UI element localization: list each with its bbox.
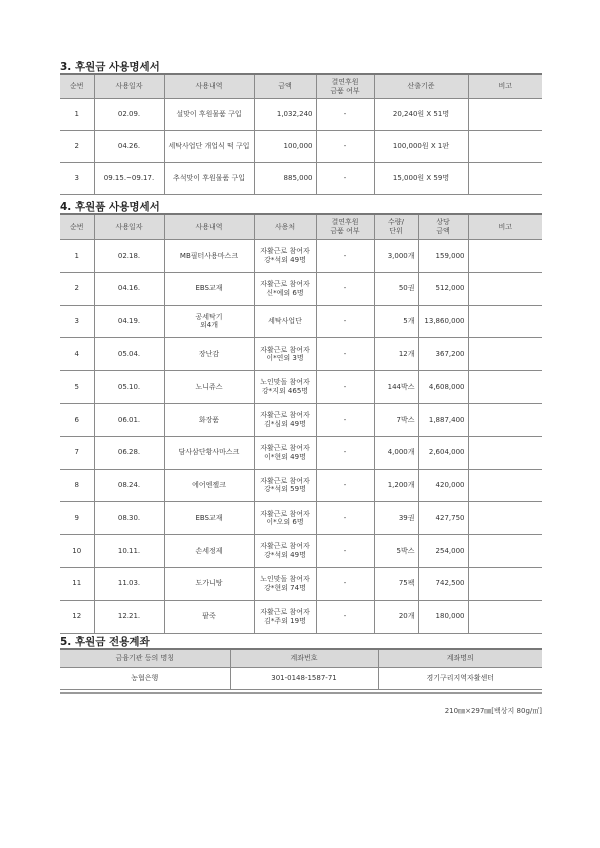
usage-description: 담사삼단황사마스크	[164, 436, 254, 469]
col-header: 사용처	[254, 215, 316, 240]
equivalent-value: 367,200	[418, 338, 468, 371]
usage-description: MB필터사용마스크	[164, 240, 254, 273]
table-row	[60, 272, 542, 305]
col-header: 계좌번호	[230, 650, 378, 668]
usage-date: 10.11.	[94, 535, 164, 568]
section-5-rule	[60, 648, 542, 650]
remarks	[468, 600, 542, 633]
table-row	[60, 535, 542, 568]
usage-date: 02.09.	[94, 99, 164, 131]
calculation-basis: 15,000원 X 59명	[374, 163, 468, 195]
usage-place: 세탁사업단	[254, 305, 316, 338]
col-header: 사용내역	[164, 75, 254, 99]
account-number: 301-0148-1587-71	[230, 668, 378, 690]
equivalent-value: 13,860,000	[418, 305, 468, 338]
usage-description: 추석맞이 후원물품 구입	[164, 163, 254, 195]
row-number: 2	[60, 272, 94, 305]
table-row	[60, 600, 542, 633]
table-row	[60, 469, 542, 502]
sponsorship-flag: -	[316, 163, 374, 195]
quantity-unit: 1,200개	[374, 469, 418, 502]
row-number: 5	[60, 371, 94, 404]
col-header: 수량/ 단위	[374, 215, 418, 240]
usage-description: 장난감	[164, 338, 254, 371]
quantity-unit: 3,000개	[374, 240, 418, 273]
usage-date: 05.10.	[94, 371, 164, 404]
table-row	[60, 305, 542, 338]
col-header: 비고	[468, 215, 542, 240]
usage-place: 자활근로 참여자 신*예외 6명	[254, 272, 316, 305]
usage-date: 04.16.	[94, 272, 164, 305]
calculation-basis: 100,000원 X 1판	[374, 131, 468, 163]
remarks	[468, 163, 542, 195]
table-row	[60, 502, 542, 535]
sponsorship-flag: -	[316, 99, 374, 131]
row-number: 1	[60, 99, 94, 131]
usage-place: 자활근로 참여자 김*주외 19명	[254, 600, 316, 633]
usage-place: 노인맞돌 참여자 강*현외 74명	[254, 567, 316, 600]
col-header: 비고	[468, 75, 542, 99]
quantity-unit: 7박스	[374, 403, 418, 436]
row-number: 10	[60, 535, 94, 568]
usage-place: 자활근로 참여자 이*현외 49명	[254, 436, 316, 469]
remarks	[468, 240, 542, 273]
remarks	[468, 535, 542, 568]
remarks	[468, 305, 542, 338]
table-row	[60, 131, 542, 163]
usage-description: 설맞이 후원물품 구입	[164, 99, 254, 131]
section-5-bottom-rule	[60, 692, 542, 694]
dedicated-account-table	[60, 649, 542, 690]
sponsorship-flag: -	[316, 272, 374, 305]
row-number: 9	[60, 502, 94, 535]
sponsorship-flag: -	[316, 436, 374, 469]
sponsorship-flag: -	[316, 131, 374, 163]
usage-place: 자활근로 참여자 강*석외 49명	[254, 535, 316, 568]
usage-place: 자활근로 참여자 이*연외 3명	[254, 338, 316, 371]
sponsorship-flag: -	[316, 567, 374, 600]
sponsorship-flag: -	[316, 240, 374, 273]
equivalent-value: 2,604,000	[418, 436, 468, 469]
usage-description: EBS교재	[164, 272, 254, 305]
table-row	[60, 403, 542, 436]
section-4-rule	[60, 213, 542, 215]
section-3-rule	[60, 73, 542, 75]
col-header: 사용일자	[94, 215, 164, 240]
equivalent-value: 1,887,400	[418, 403, 468, 436]
sponsorship-flag: -	[316, 305, 374, 338]
remarks	[468, 567, 542, 600]
sponsorship-flag: -	[316, 535, 374, 568]
col-header: 순번	[60, 215, 94, 240]
quantity-unit: 39권	[374, 502, 418, 535]
usage-date: 08.24.	[94, 469, 164, 502]
col-header: 사용내역	[164, 215, 254, 240]
usage-date: 11.03.	[94, 567, 164, 600]
remarks	[468, 131, 542, 163]
col-header	[316, 75, 374, 99]
usage-date: 12.21.	[94, 600, 164, 633]
sponsorship-flag: -	[316, 469, 374, 502]
donation-usage-table	[60, 74, 542, 195]
table-row	[60, 567, 542, 600]
sponsorship-flag: -	[316, 371, 374, 404]
table-row	[60, 99, 542, 131]
remarks	[468, 272, 542, 305]
calculation-basis: 20,240원 X 51명	[374, 99, 468, 131]
usage-description: 팥죽	[164, 600, 254, 633]
quantity-unit: 5박스	[374, 535, 418, 568]
col-header: 사용일자	[94, 75, 164, 99]
usage-date: 08.30.	[94, 502, 164, 535]
account-holder: 경기구리지역자활센터	[378, 668, 542, 690]
bank-name: 농협은행	[60, 668, 230, 690]
table-row	[60, 240, 542, 273]
col-header: 결연후원 금품 여부	[316, 215, 374, 240]
col-header: 금액	[254, 75, 316, 99]
equivalent-value: 254,000	[418, 535, 468, 568]
quantity-unit: 5개	[374, 305, 418, 338]
row-number: 8	[60, 469, 94, 502]
usage-amount: 885,000	[254, 163, 316, 195]
table-row	[60, 338, 542, 371]
remarks	[468, 371, 542, 404]
usage-date: 06.01.	[94, 403, 164, 436]
paper-spec-footer: 210㎜×297㎜[백상지 80g/㎡]	[444, 707, 542, 715]
quantity-unit: 20개	[374, 600, 418, 633]
usage-place: 노인맞돌 참여자 강*지외 465명	[254, 371, 316, 404]
sponsorship-flag: -	[316, 600, 374, 633]
usage-date: 09.15.~09.17.	[94, 163, 164, 195]
col-header: 순번	[60, 75, 94, 99]
row-number: 11	[60, 567, 94, 600]
quantity-unit: 144박스	[374, 371, 418, 404]
row-number: 1	[60, 240, 94, 273]
usage-date: 05.04.	[94, 338, 164, 371]
sponsorship-flag: -	[316, 338, 374, 371]
sponsorship-flag: -	[316, 403, 374, 436]
usage-description: 세탁사업단 개업식 떡 구입	[164, 131, 254, 163]
row-number: 12	[60, 600, 94, 633]
usage-description: 에어엔젤크	[164, 469, 254, 502]
remarks	[468, 338, 542, 371]
equivalent-value: 4,608,000	[418, 371, 468, 404]
col-header: 금융기관 등의 명칭	[60, 650, 230, 668]
row-number: 7	[60, 436, 94, 469]
equivalent-value: 512,000	[418, 272, 468, 305]
quantity-unit: 4,000개	[374, 436, 418, 469]
usage-description: 공세탁기 외4개	[164, 305, 254, 338]
row-number: 4	[60, 338, 94, 371]
section-4-title: 4. 후원품 사용명세서	[60, 201, 160, 213]
row-number: 3	[60, 163, 94, 195]
table-row	[60, 163, 542, 195]
equivalent-value: 159,000	[418, 240, 468, 273]
remarks	[468, 436, 542, 469]
table-row	[60, 371, 542, 404]
section-3-title: 3. 후원금 사용명세서	[60, 61, 160, 73]
equivalent-value: 742,500	[418, 567, 468, 600]
equivalent-value: 427,750	[418, 502, 468, 535]
remarks	[468, 469, 542, 502]
usage-amount: 1,032,240	[254, 99, 316, 131]
equivalent-value: 420,000	[418, 469, 468, 502]
usage-date: 04.26.	[94, 131, 164, 163]
sponsorship-flag: -	[316, 502, 374, 535]
col-header: 계좌명의	[378, 650, 542, 668]
quantity-unit: 12개	[374, 338, 418, 371]
remarks	[468, 502, 542, 535]
usage-description: 도가니탕	[164, 567, 254, 600]
quantity-unit: 50권	[374, 272, 418, 305]
usage-description: 화장품	[164, 403, 254, 436]
quantity-unit: 75팩	[374, 567, 418, 600]
usage-description: 노니쥬스	[164, 371, 254, 404]
usage-date: 06.28.	[94, 436, 164, 469]
donated-goods-usage-table	[60, 214, 542, 634]
equivalent-value: 180,000	[418, 600, 468, 633]
col-header-line: 결연후원 금품 여부	[330, 77, 360, 95]
row-number: 3	[60, 305, 94, 338]
usage-place: 자활근로 참여자 김*심외 49명	[254, 403, 316, 436]
table-row	[60, 436, 542, 469]
usage-place: 자활근로 참여자 강*석외 59명	[254, 469, 316, 502]
usage-date: 04.19.	[94, 305, 164, 338]
col-header: 산출기준	[374, 75, 468, 99]
row-number: 2	[60, 131, 94, 163]
remarks	[468, 403, 542, 436]
usage-place: 자활근로 참여자 이*오외 6명	[254, 502, 316, 535]
usage-amount: 100,000	[254, 131, 316, 163]
usage-date: 02.18.	[94, 240, 164, 273]
usage-place: 자활근로 참여자 강*석외 49명	[254, 240, 316, 273]
section-5-title: 5. 후원금 전용계좌	[60, 636, 150, 648]
usage-description: 손세정제	[164, 535, 254, 568]
col-header: 상당 금액	[418, 215, 468, 240]
usage-description: EBS교재	[164, 502, 254, 535]
row-number: 6	[60, 403, 94, 436]
remarks	[468, 99, 542, 131]
